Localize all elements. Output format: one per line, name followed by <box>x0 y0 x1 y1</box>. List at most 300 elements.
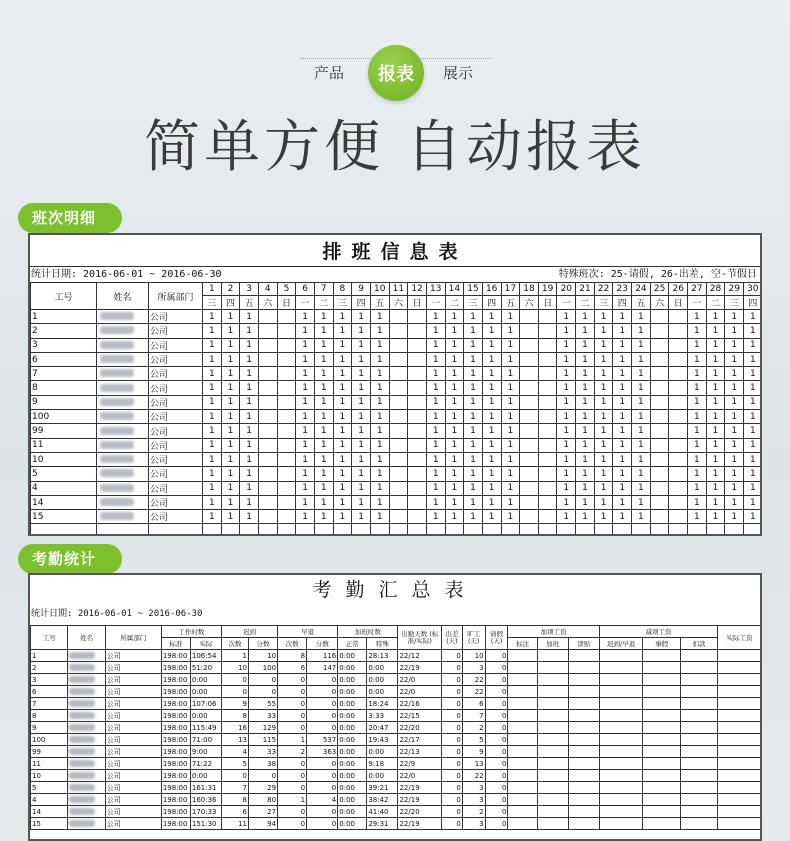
schedule-cell-day: 1 <box>725 510 744 524</box>
schedule-cell-day: 1 <box>482 438 501 452</box>
schedule-cell-day: 1 <box>296 452 315 466</box>
summary-cell-on: 0:00 <box>338 806 367 818</box>
schedule-cell-day: 1 <box>744 352 762 366</box>
schedule-weekday-header: 日 <box>538 296 557 310</box>
schedule-cell-day: 1 <box>203 352 222 366</box>
summary-cell-os: 18:24 <box>367 698 398 710</box>
summary-cell-empty <box>718 746 762 758</box>
summary-cell-em: 0 <box>307 710 338 722</box>
schedule-cell-day: 1 <box>557 467 576 481</box>
summary-cell-empty <box>537 782 568 794</box>
schedule-weekday-header: 日 <box>277 296 296 310</box>
summary-cell-std: 198:00 <box>161 746 190 758</box>
schedule-cell-day: 1 <box>203 310 222 324</box>
schedule-cell-dept: 公司 <box>149 410 203 424</box>
schedule-weekday-header: 三 <box>725 296 744 310</box>
summary-cell-id: 5 <box>31 782 68 794</box>
schedule-cell-day <box>258 338 277 352</box>
summary-cell-id: 11 <box>31 758 68 770</box>
schedule-cell-day <box>277 467 296 481</box>
nav-label-display: 展示 <box>443 64 474 82</box>
schedule-cell-day: 1 <box>613 510 632 524</box>
summary-cell-days: 22/19 <box>398 794 442 806</box>
schedule-cell-day: 1 <box>501 381 520 395</box>
schedule-cell-day: 1 <box>203 481 222 495</box>
schedule-cell-day: 1 <box>445 324 464 338</box>
summary-cell-trip: 0 <box>442 758 463 770</box>
schedule-cell-day: 1 <box>744 367 762 381</box>
schedule-cell-day <box>277 410 296 424</box>
schedule-cell-day <box>389 481 408 495</box>
schedule-cell-day <box>277 495 296 509</box>
schedule-cell-day <box>277 324 296 338</box>
summary-cell-id: 1 <box>31 650 68 662</box>
schedule-cell-dept: 公司 <box>149 495 203 509</box>
schedule-cell-day: 1 <box>501 424 520 438</box>
redacted-name <box>100 412 134 420</box>
schedule-day-header: 24 <box>632 283 651 296</box>
schedule-cell-day: 1 <box>296 467 315 481</box>
schedule-cell-empty <box>97 524 149 536</box>
summary-cell-em: 0 <box>307 698 338 710</box>
summary-cell-dept: 公司 <box>105 722 161 734</box>
schedule-cell-day: 1 <box>445 338 464 352</box>
schedule-cell-day: 1 <box>501 324 520 338</box>
schedule-cell-day: 1 <box>240 338 259 352</box>
summary-sub-late-mins: 分数 <box>249 638 278 650</box>
schedule-cell-empty <box>669 524 688 536</box>
schedule-cell-day: 1 <box>688 367 707 381</box>
schedule-cell-day <box>258 424 277 438</box>
summary-cell-em: 0 <box>307 818 338 830</box>
schedule-cell-day: 1 <box>632 438 651 452</box>
schedule-cell-day: 1 <box>482 410 501 424</box>
summary-cell-empty <box>643 722 680 734</box>
schedule-cell-day: 1 <box>370 467 389 481</box>
schedule-cell-name <box>97 324 149 338</box>
schedule-cell-day: 1 <box>576 338 595 352</box>
schedule-cell-day: 1 <box>370 352 389 366</box>
schedule-cell-dept: 公司 <box>149 452 203 466</box>
summary-cell-empty <box>568 734 599 746</box>
summary-sub-ot: 加班 <box>537 638 568 650</box>
schedule-cell-day: 1 <box>445 352 464 366</box>
summary-cell-days: 22/17 <box>398 734 442 746</box>
schedule-weekday-header: 二 <box>706 296 725 310</box>
summary-cell-abs: 22 <box>462 674 485 686</box>
schedule-cell-day: 1 <box>333 310 352 324</box>
schedule-cell-day: 1 <box>426 324 445 338</box>
summary-cell-empty <box>537 794 568 806</box>
schedule-cell-day: 1 <box>744 438 762 452</box>
schedule-cell-day: 1 <box>706 481 725 495</box>
schedule-cell-day: 1 <box>221 324 240 338</box>
summary-cell-empty <box>568 662 599 674</box>
schedule-cell-empty <box>650 524 669 536</box>
schedule-cell-day: 1 <box>445 310 464 324</box>
schedule-cell-day <box>520 410 539 424</box>
summary-cell-empty <box>599 782 643 794</box>
schedule-cell-day: 1 <box>594 424 613 438</box>
summary-cell-dept: 公司 <box>105 818 161 830</box>
summary-cell-lv: 0 <box>485 782 508 794</box>
nav-label-product: 产品 <box>314 64 345 82</box>
schedule-cell-day: 1 <box>744 338 762 352</box>
schedule-cell-day: 1 <box>576 438 595 452</box>
schedule-cell-day: 1 <box>464 438 483 452</box>
schedule-cell-day: 1 <box>464 367 483 381</box>
schedule-cell-day: 1 <box>426 338 445 352</box>
table-row <box>31 770 762 782</box>
schedule-cell-day: 1 <box>445 481 464 495</box>
schedule-cell-id: 1 <box>31 310 97 324</box>
summary-header-add-pay: 加项工资 <box>508 626 599 638</box>
summary-cell-os: 39:21 <box>367 782 398 794</box>
summary-cell-trip: 0 <box>442 818 463 830</box>
schedule-cell-day: 1 <box>594 438 613 452</box>
summary-cell-lv: 0 <box>485 770 508 782</box>
schedule-cell-day: 1 <box>594 338 613 352</box>
schedule-cell-empty <box>445 524 464 536</box>
schedule-cell-day: 1 <box>594 324 613 338</box>
summary-cell-abs: 3 <box>462 818 485 830</box>
summary-cell-em: 363 <box>307 746 338 758</box>
summary-cell-lm: 94 <box>249 818 278 830</box>
summary-cell-em: 537 <box>307 734 338 746</box>
schedule-cell-day: 1 <box>445 395 464 409</box>
schedule-cell-day <box>389 452 408 466</box>
summary-cell-on: 0:00 <box>338 722 367 734</box>
summary-sub-early-mins: 分数 <box>307 638 338 650</box>
schedule-cell-day <box>277 452 296 466</box>
schedule-cell-day: 1 <box>725 338 744 352</box>
redacted-name <box>100 512 134 520</box>
schedule-cell-day: 1 <box>333 438 352 452</box>
summary-cell-name <box>68 782 105 794</box>
schedule-cell-day: 1 <box>576 381 595 395</box>
schedule-cell-day <box>258 452 277 466</box>
summary-cell-abs: 3 <box>462 782 485 794</box>
schedule-cell-day: 1 <box>296 338 315 352</box>
schedule-day-header: 15 <box>464 283 483 296</box>
schedule-cell-day: 1 <box>725 324 744 338</box>
summary-cell-days: 22/19 <box>398 818 442 830</box>
summary-cell-on: 0:00 <box>338 674 367 686</box>
schedule-cell-day: 1 <box>688 310 707 324</box>
schedule-cell-day <box>277 310 296 324</box>
schedule-cell-day: 1 <box>240 481 259 495</box>
summary-cell-dept: 公司 <box>105 746 161 758</box>
summary-cell-em: 116 <box>307 650 338 662</box>
schedule-cell-day: 1 <box>221 381 240 395</box>
schedule-cell-day: 1 <box>240 352 259 366</box>
schedule-cell-id: 4 <box>31 481 97 495</box>
schedule-weekday-header: 六 <box>520 296 539 310</box>
schedule-cell-day: 1 <box>221 367 240 381</box>
schedule-cell-day: 1 <box>576 352 595 366</box>
summary-cell-abs: 3 <box>462 662 485 674</box>
summary-cell-empty <box>537 674 568 686</box>
summary-cell-empty <box>718 758 762 770</box>
schedule-cell-day: 1 <box>464 495 483 509</box>
schedule-cell-name <box>97 352 149 366</box>
redacted-name <box>100 355 134 363</box>
schedule-cell-empty <box>501 524 520 536</box>
schedule-cell-day: 1 <box>576 495 595 509</box>
summary-cell-empty <box>599 746 643 758</box>
table-row <box>31 495 763 509</box>
summary-sub-std: 标准 <box>161 638 190 650</box>
summary-cell-std: 198:00 <box>161 686 190 698</box>
summary-cell-empty <box>568 806 599 818</box>
schedule-weekday-header: 一 <box>296 296 315 310</box>
schedule-cell-day: 1 <box>632 467 651 481</box>
summary-cell-empty <box>568 686 599 698</box>
schedule-cell-day: 1 <box>240 410 259 424</box>
schedule-cell-day: 1 <box>501 481 520 495</box>
summary-cell-id: 100 <box>31 734 68 746</box>
schedule-cell-day <box>538 467 557 481</box>
schedule-cell-day: 1 <box>594 481 613 495</box>
table-row <box>31 710 762 722</box>
schedule-cell-day: 1 <box>296 310 315 324</box>
schedule-cell-empty <box>370 524 389 536</box>
summary-cell-empty <box>680 686 717 698</box>
schedule-day-header: 3 <box>240 283 259 296</box>
schedule-cell-day <box>669 367 688 381</box>
schedule-cell-day <box>389 324 408 338</box>
schedule-cell-day: 1 <box>501 438 520 452</box>
schedule-cell-day: 1 <box>221 352 240 366</box>
summary-cell-on: 0:00 <box>338 710 367 722</box>
summary-cell-name <box>68 662 105 674</box>
summary-header-overtime: 加班时数 <box>338 626 398 638</box>
schedule-cell-day: 1 <box>482 424 501 438</box>
redacted-name <box>100 341 134 349</box>
schedule-cell-day: 1 <box>613 352 632 366</box>
schedule-cell-day <box>258 410 277 424</box>
summary-cell-lt: 11 <box>222 818 249 830</box>
summary-cell-lv: 0 <box>485 758 508 770</box>
schedule-cell-day: 1 <box>632 481 651 495</box>
schedule-cell-dept: 公司 <box>149 424 203 438</box>
summary-cell-std: 198:00 <box>161 806 190 818</box>
schedule-cell-day <box>258 481 277 495</box>
schedule-cell-day: 1 <box>370 481 389 495</box>
schedule-weekday-header: 五 <box>240 296 259 310</box>
summary-cell-empty <box>680 782 717 794</box>
schedule-cell-day <box>258 495 277 509</box>
schedule-cell-id: 3 <box>31 338 97 352</box>
schedule-cell-day <box>408 338 427 352</box>
table-row <box>31 352 763 366</box>
schedule-cell-day: 1 <box>706 367 725 381</box>
summary-cell-empty <box>508 770 537 782</box>
summary-cell-empty <box>508 782 537 794</box>
summary-cell-empty <box>537 734 568 746</box>
summary-cell-lt: 5 <box>222 758 249 770</box>
schedule-cell-day: 1 <box>725 381 744 395</box>
summary-header-days: 出勤天数 (标准/实际) <box>398 626 442 650</box>
summary-cell-std: 198:00 <box>161 734 190 746</box>
schedule-cell-day: 1 <box>744 510 762 524</box>
schedule-cell-day <box>538 395 557 409</box>
summary-cell-em: 0 <box>307 674 338 686</box>
schedule-cell-day: 1 <box>501 467 520 481</box>
summary-cell-on: 0:00 <box>338 794 367 806</box>
schedule-cell-name <box>97 381 149 395</box>
summary-cell-days: 22/12 <box>398 650 442 662</box>
schedule-day-header: 7 <box>314 283 333 296</box>
schedule-cell-day: 1 <box>706 338 725 352</box>
summary-cell-lv: 0 <box>485 734 508 746</box>
schedule-cell-day: 1 <box>464 310 483 324</box>
redacted-name <box>100 384 134 392</box>
schedule-weekday-header: 二 <box>314 296 333 310</box>
schedule-cell-day: 1 <box>370 410 389 424</box>
schedule-cell-day: 1 <box>352 438 371 452</box>
summary-cell-os: 0:00 <box>367 662 398 674</box>
summary-cell-id: 2 <box>31 662 68 674</box>
summary-cell-act: 107:06 <box>190 698 221 710</box>
summary-table <box>30 625 762 830</box>
summary-cell-lm: 55 <box>249 698 278 710</box>
schedule-cell-day: 1 <box>314 481 333 495</box>
redacted-name <box>100 398 134 406</box>
table-row <box>31 510 763 524</box>
summary-cell-lm: 0 <box>249 686 278 698</box>
summary-cell-lt: 0 <box>222 686 249 698</box>
summary-cell-dept: 公司 <box>105 650 161 662</box>
schedule-cell-day <box>520 438 539 452</box>
summary-cell-empty <box>718 686 762 698</box>
summary-cell-std: 198:00 <box>161 710 190 722</box>
summary-cell-trip: 0 <box>442 782 463 794</box>
schedule-cell-day: 1 <box>314 410 333 424</box>
schedule-cell-day: 1 <box>352 481 371 495</box>
schedule-cell-day <box>669 452 688 466</box>
schedule-cell-day <box>538 367 557 381</box>
summary-cell-os: 0:00 <box>367 746 398 758</box>
schedule-cell-day: 1 <box>221 338 240 352</box>
schedule-cell-day <box>669 352 688 366</box>
schedule-cell-day: 1 <box>557 438 576 452</box>
summary-cell-empty <box>680 746 717 758</box>
summary-cell-lm: 33 <box>249 710 278 722</box>
schedule-cell-day: 1 <box>501 495 520 509</box>
schedule-cell-day: 1 <box>613 452 632 466</box>
summary-cell-empty <box>568 782 599 794</box>
schedule-cell-day: 1 <box>613 395 632 409</box>
schedule-cell-day <box>520 481 539 495</box>
schedule-cell-day <box>408 367 427 381</box>
schedule-cell-day: 1 <box>613 495 632 509</box>
summary-cell-empty <box>508 650 537 662</box>
schedule-cell-day: 1 <box>240 495 259 509</box>
schedule-cell-day: 1 <box>426 452 445 466</box>
summary-cell-lv: 0 <box>485 674 508 686</box>
schedule-cell-day: 1 <box>594 452 613 466</box>
summary-cell-empty <box>680 818 717 830</box>
schedule-cell-day <box>408 438 427 452</box>
schedule-cell-day: 1 <box>706 452 725 466</box>
schedule-cell-day <box>389 424 408 438</box>
schedule-cell-day: 1 <box>240 381 259 395</box>
section-tab-shift-detail: 班次明细 <box>18 203 122 233</box>
schedule-cell-day: 1 <box>352 352 371 366</box>
summary-cell-lt: 10 <box>222 662 249 674</box>
schedule-cell-day: 1 <box>333 324 352 338</box>
redacted-name <box>69 676 95 683</box>
summary-cell-et: 6 <box>278 662 307 674</box>
schedule-cell-day: 1 <box>445 381 464 395</box>
table-row <box>31 424 763 438</box>
table-row <box>31 734 762 746</box>
schedule-cell-day: 1 <box>333 410 352 424</box>
table-row <box>31 674 762 686</box>
redacted-name <box>69 748 95 755</box>
schedule-cell-day: 1 <box>613 410 632 424</box>
summary-cell-act: 0:00 <box>190 710 221 722</box>
summary-cell-trip: 0 <box>442 710 463 722</box>
schedule-cell-day <box>408 495 427 509</box>
schedule-cell-day <box>538 510 557 524</box>
summary-cell-lv: 0 <box>485 722 508 734</box>
summary-cell-days: 22/19 <box>398 782 442 794</box>
summary-cell-abs: 22 <box>462 686 485 698</box>
summary-cell-act: 9:00 <box>190 746 221 758</box>
summary-cell-empty <box>718 722 762 734</box>
summary-cell-empty <box>680 674 717 686</box>
schedule-cell-day: 1 <box>725 452 744 466</box>
schedule-cell-day <box>520 367 539 381</box>
schedule-cell-day <box>669 495 688 509</box>
table-row <box>31 324 763 338</box>
schedule-cell-dept: 公司 <box>149 352 203 366</box>
schedule-cell-day: 1 <box>445 510 464 524</box>
summary-cell-name <box>68 674 105 686</box>
schedule-cell-empty <box>221 524 240 536</box>
schedule-cell-day <box>538 481 557 495</box>
summary-cell-lt: 0 <box>222 674 249 686</box>
schedule-cell-empty <box>258 524 277 536</box>
table-row <box>31 746 762 758</box>
summary-cell-os: 0:00 <box>367 770 398 782</box>
table-row <box>31 367 763 381</box>
schedule-cell-day <box>538 452 557 466</box>
summary-cell-os: 9:18 <box>367 758 398 770</box>
schedule-day-header: 26 <box>669 283 688 296</box>
summary-cell-et: 0 <box>278 674 307 686</box>
schedule-weekday-header: 一 <box>557 296 576 310</box>
summary-cell-on: 0:00 <box>338 770 367 782</box>
schedule-weekday-header: 六 <box>650 296 669 310</box>
schedule-cell-day: 1 <box>240 367 259 381</box>
schedule-weekday-header: 五 <box>501 296 520 310</box>
schedule-cell-day: 1 <box>576 367 595 381</box>
schedule-cell-day: 1 <box>221 438 240 452</box>
summary-cell-trip: 0 <box>442 674 463 686</box>
schedule-cell-day: 1 <box>706 395 725 409</box>
schedule-cell-day: 1 <box>594 381 613 395</box>
schedule-cell-day: 1 <box>725 410 744 424</box>
summary-cell-empty <box>718 650 762 662</box>
schedule-cell-day: 1 <box>688 495 707 509</box>
summary-sub-lateearly: 迟到/早退 <box>599 638 643 650</box>
schedule-weekday-header: 一 <box>426 296 445 310</box>
summary-cell-days: 22/20 <box>398 806 442 818</box>
schedule-cell-day: 1 <box>426 495 445 509</box>
